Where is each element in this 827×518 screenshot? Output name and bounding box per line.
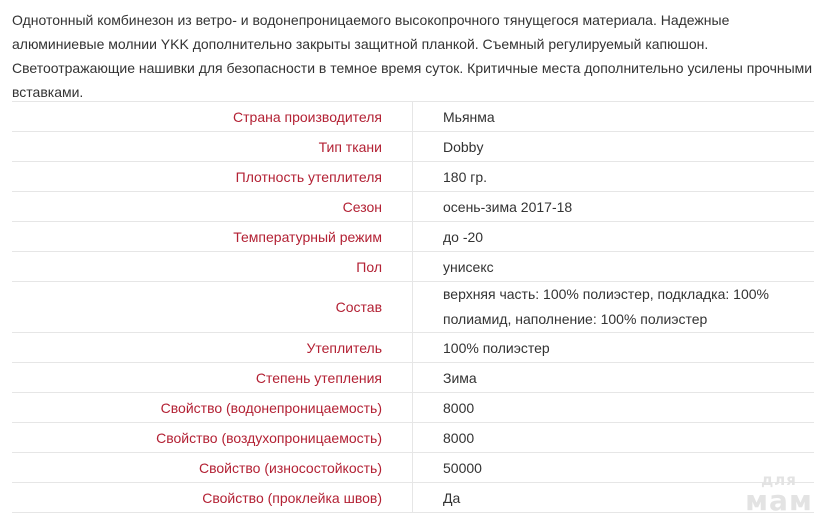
spec-row-insulation-density bbox=[12, 162, 814, 192]
spec-key: Свойство (проклейка швов) bbox=[12, 483, 413, 513]
spec-row-warmth-level bbox=[12, 363, 814, 393]
spec-key: Состав bbox=[12, 282, 413, 333]
spec-key: Утеплитель bbox=[12, 333, 413, 363]
spec-key: Степень утепления bbox=[12, 363, 413, 393]
spec-row-breathability bbox=[12, 423, 814, 453]
spec-value: унисекс bbox=[413, 252, 815, 282]
spec-row-fabric bbox=[12, 132, 814, 162]
spec-value: 100% полиэстер bbox=[413, 333, 815, 363]
spec-value: 50000 bbox=[413, 453, 815, 483]
product-description: Однотонный комбинезон из ветро- и водонепроницаемого высокопрочного тянущегося материала. Надежные алюминиевые молнии YKK дополнительно закрыты защитной планкой. Съемный регулируемый капюшон. Светоотражающие нашивки для безопасности в темное время суток. Критичные места дополнительно усилены прочными вставками. bbox=[12, 12, 813, 100]
spec-row-season bbox=[12, 192, 814, 222]
spec-row-taped-seams bbox=[12, 483, 814, 513]
spec-value: 8000 bbox=[413, 423, 815, 453]
spec-value: Dobby bbox=[413, 132, 815, 162]
spec-row-abrasion bbox=[12, 453, 814, 483]
spec-key: Плотность утеплителя bbox=[12, 162, 413, 192]
spec-row-insulation bbox=[12, 333, 814, 363]
spec-row-temperature bbox=[12, 222, 814, 252]
spec-row-country bbox=[12, 102, 814, 132]
spec-value: осень-зима 2017-18 bbox=[413, 192, 815, 222]
spec-value: верхняя часть: 100% полиэстер, подкладка: 100% полиамид, наполнение: 100% полиэстер bbox=[413, 282, 815, 333]
specs-table bbox=[12, 101, 814, 513]
watermark-top-text: для bbox=[761, 471, 797, 489]
spec-value: 180 гр. bbox=[413, 162, 815, 192]
spec-value: Зима bbox=[413, 363, 815, 393]
spec-value: Да bbox=[413, 483, 815, 513]
spec-key: Страна производителя bbox=[12, 102, 413, 132]
spec-key: Сезон bbox=[12, 192, 413, 222]
spec-value: 8000 bbox=[413, 393, 815, 423]
spec-row-gender bbox=[12, 252, 814, 282]
spec-key: Температурный режим bbox=[12, 222, 413, 252]
spec-row-waterproof bbox=[12, 393, 814, 423]
spec-row-composition bbox=[12, 282, 814, 333]
spec-value: Мьянма bbox=[413, 102, 815, 132]
spec-key: Пол bbox=[12, 252, 413, 282]
spec-key: Свойство (воздухопроницаемость) bbox=[12, 423, 413, 453]
watermark-bottom-text: мам bbox=[745, 484, 813, 517]
spec-key: Свойство (водонепроницаемость) bbox=[12, 393, 413, 423]
spec-value: до -20 bbox=[413, 222, 815, 252]
spec-key: Свойство (износостойкость) bbox=[12, 453, 413, 483]
spec-key: Тип ткани bbox=[12, 132, 413, 162]
